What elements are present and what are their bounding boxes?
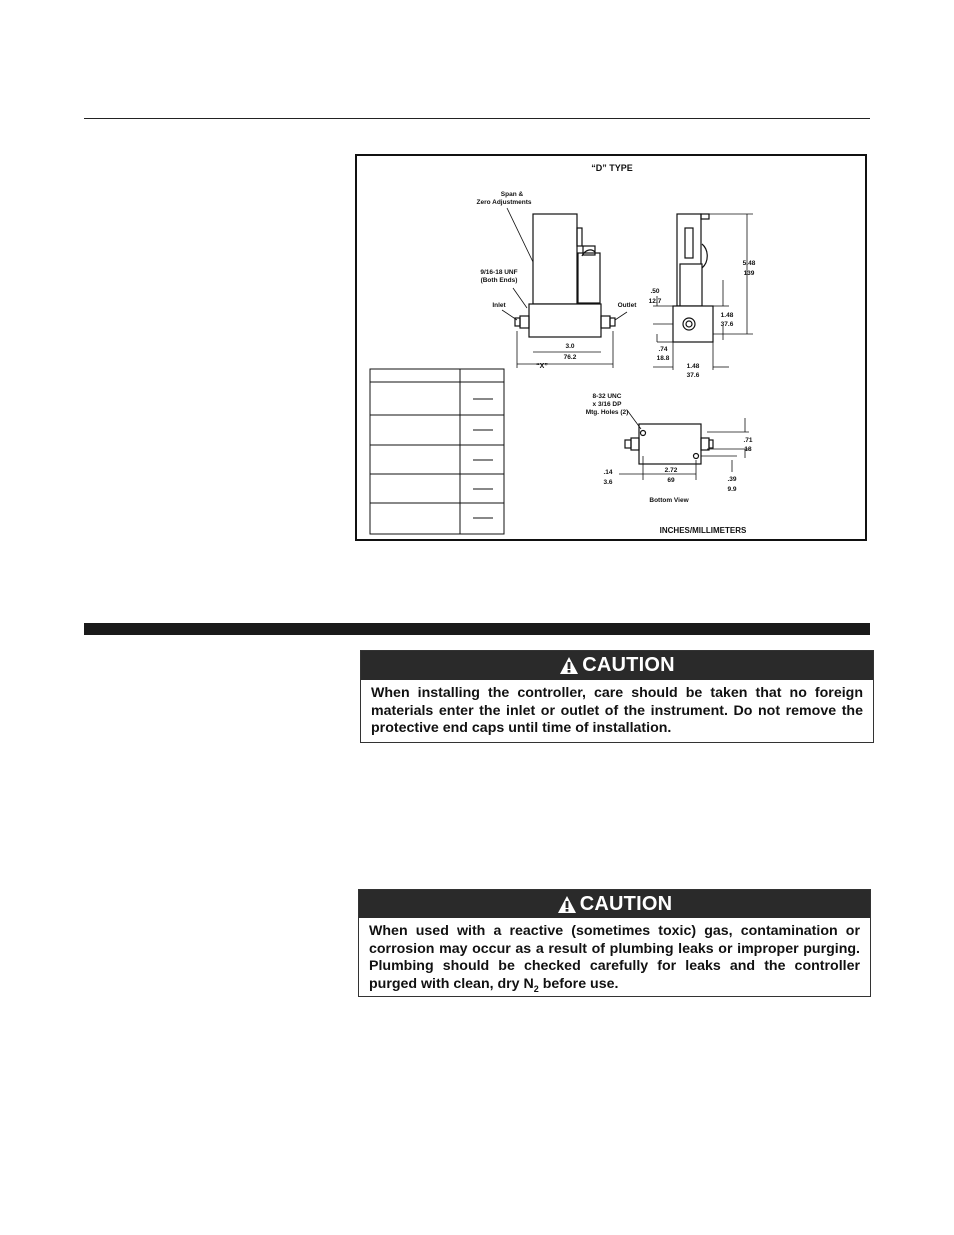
dim-71-in: .71 <box>743 437 753 444</box>
dim-148-bot-mm: 37.6 <box>686 372 700 379</box>
warning-icon <box>559 656 579 675</box>
dim-148-side-in: 1.48 <box>720 312 734 319</box>
label-bottom-view: Bottom View <box>649 497 689 504</box>
caution-title: CAUTION <box>579 892 673 915</box>
dim-3-0-in: 3.0 <box>565 343 575 350</box>
caution-text-end: before use. <box>538 975 619 992</box>
dim-148-bot-in: 1.48 <box>686 363 700 370</box>
label-span-1: Span & <box>500 191 524 198</box>
label-thread-2: (Both Ends) <box>480 277 518 284</box>
caution-text-subscript: 2 <box>533 983 539 994</box>
warning-icon <box>557 895 577 914</box>
bottom-view <box>625 424 713 464</box>
dim-5-48-mm: 139 <box>743 270 755 277</box>
label-outlet: Outlet <box>617 302 637 309</box>
section-divider <box>84 623 870 635</box>
caution-text: When installing the controller, care should be taken that no foreign materials enter the inlet or outlet of the instrument. Do not remove the protective end caps until time of installation. <box>371 685 863 736</box>
label-thread-1: 9/16-18 UNF <box>480 269 518 276</box>
caution-text-main: When used with a reactive (sometimes toxic) gas, contamination or corrosion may occur as a result of plumbing leaks or improper purging. Plumbing should be checked carefully for leaks and the controller purged with clean, dry N <box>369 923 860 992</box>
dim-148-side-mm: 37.6 <box>720 321 734 328</box>
label-span-2: Zero Adjustments <box>476 199 532 206</box>
caution-header <box>359 890 870 918</box>
label-mtg-3: Mtg. Holes (2) <box>585 409 629 416</box>
caution-header <box>361 651 873 680</box>
dim-14-mm: 3.6 <box>603 479 613 486</box>
label-inlet: Inlet <box>492 302 506 309</box>
label-x: “X” <box>536 363 548 370</box>
figure-title: “D” TYPE <box>591 163 633 173</box>
dim-272-in: 2.72 <box>664 467 678 474</box>
side-dims <box>653 214 753 370</box>
dim-74-in: .74 <box>658 346 668 353</box>
side-view <box>673 214 713 342</box>
label-mtg-2: x 3/16 DP <box>592 401 622 408</box>
dim-74-mm: 18.8 <box>656 355 670 362</box>
dim-14-in: .14 <box>603 469 613 476</box>
dim-71-mm: 18 <box>744 446 752 453</box>
caution-text <box>359 918 870 1004</box>
dim-50-mm: 12.7 <box>648 298 662 305</box>
front-view <box>515 214 615 337</box>
dimension-table <box>370 369 504 534</box>
caution-box-2 <box>358 889 871 997</box>
dim-50-in: .50 <box>650 288 660 295</box>
caution-title: CAUTION <box>582 654 675 676</box>
caution-box-1 <box>360 650 874 743</box>
label-mtg-1: 8-32 UNC <box>592 393 622 400</box>
dim-5-48-in: 5.48 <box>742 260 756 267</box>
dim-39-mm: 9.9 <box>727 486 737 493</box>
label-units: INCHES/MILLIMETERS <box>659 526 747 535</box>
header-rule <box>84 118 870 119</box>
dim-3-0-mm: 76.2 <box>563 354 577 361</box>
dimension-drawing <box>355 154 867 541</box>
dim-272-mm: 69 <box>667 477 675 484</box>
dim-39-in: .39 <box>727 476 737 483</box>
